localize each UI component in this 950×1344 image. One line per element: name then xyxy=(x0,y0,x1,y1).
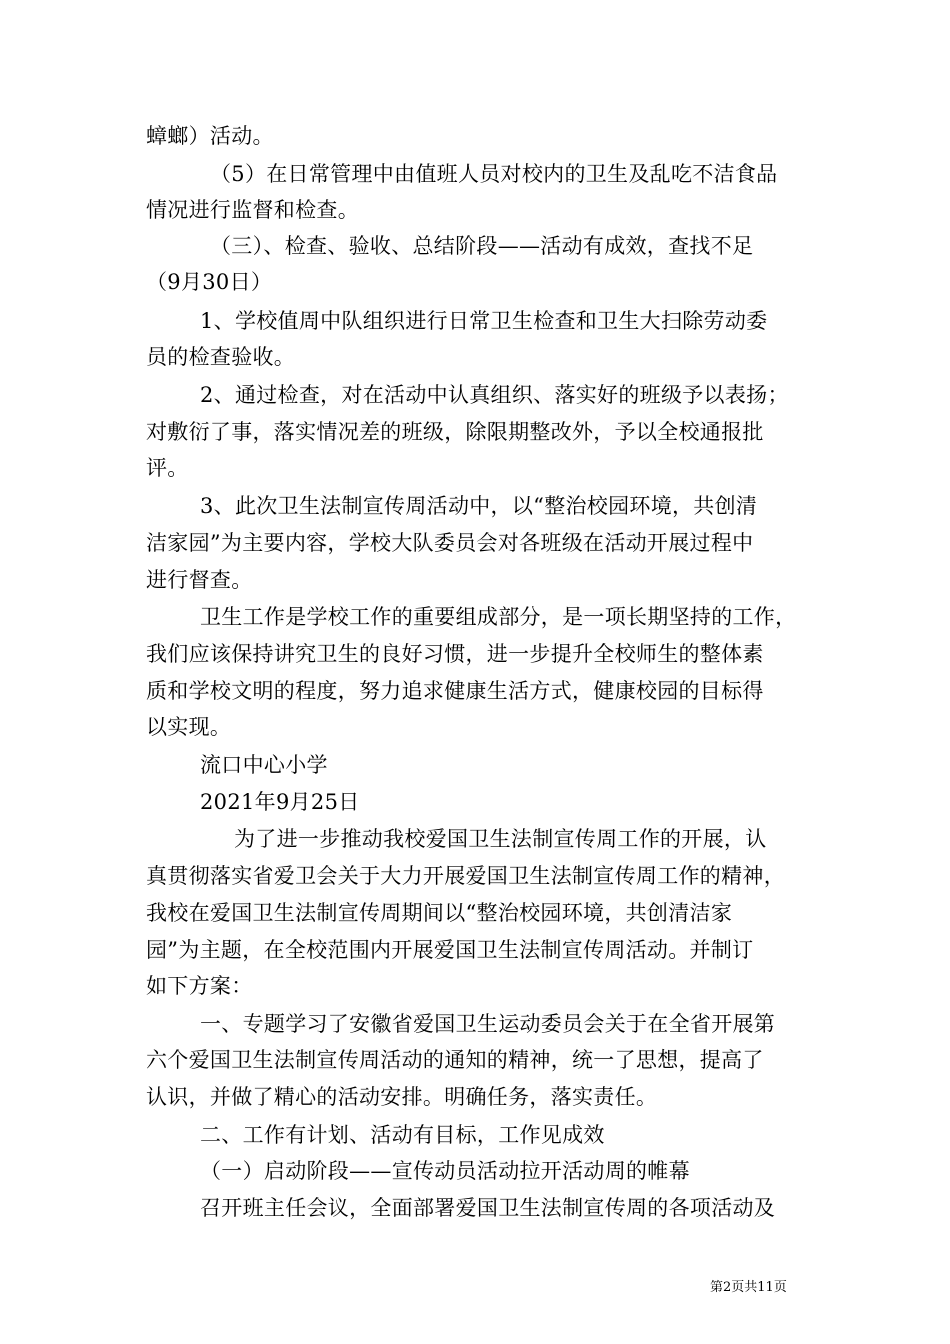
text-line: 为了进一步推动我校爱国卫生法制宣传周工作的开展，认 xyxy=(234,827,767,851)
text-line: 2、通过检查，对在活动中认真组织、落实好的班级予以表扬； xyxy=(200,383,789,407)
text-line: 蟑螂）活动。 xyxy=(146,124,274,148)
text-line: 进行督查。 xyxy=(146,568,253,592)
text-line: 园”为主题，在全校范围内开展爱国卫生法制宣传周活动。并制订 xyxy=(146,938,754,962)
text-line: 一、专题学习了安徽省爱国卫生运动委员会关于在全省开展第 xyxy=(200,1012,776,1036)
text-line: 卫生工作是学校工作的重要组成部分，是一项长期坚持的工作， xyxy=(200,605,797,629)
text-line: （三）、检查、验收、总结阶段——活动有成效，查找不足 xyxy=(210,234,754,258)
text-line: 对敷衍了事，落实情况差的班级，除限期整改外，予以全校通报批 xyxy=(146,420,764,444)
text-line: 召开班主任会议，全面部署爱国卫生法制宣传周的各项活动及 xyxy=(200,1196,776,1220)
text-line: 1、学校值周中队组织进行日常卫生检查和卫生大扫除劳动委 xyxy=(200,309,768,333)
text-line: 真贯彻落实省爱卫会关于大力开展爱国卫生法制宣传周工作的精神， xyxy=(146,864,785,888)
text-line: （9月30日） xyxy=(146,270,273,294)
signature-date: 2021年9月25日 xyxy=(200,790,360,814)
text-line: （一）启动阶段——宣传动员活动拉开活动周的帷幕 xyxy=(200,1159,690,1183)
signature-school: 流口中心小学 xyxy=(200,753,328,777)
text-line: 情况进行监督和检查。 xyxy=(146,198,359,222)
text-line: 认识，并做了精心的活动安排。明确任务，落实责任。 xyxy=(146,1085,658,1109)
text-line: 六个爱国卫生法制宣传周活动的通知的精神，统一了思想，提高了 xyxy=(146,1048,764,1072)
text-line: 洁家园”为主要内容，学校大队委员会对各班级在活动开展过程中 xyxy=(146,531,754,555)
page-number: 第2页共11页 xyxy=(710,1280,787,1295)
text-line: 我们应该保持讲究卫生的良好习惯，进一步提升全校师生的整体素 xyxy=(146,642,764,666)
text-line: 如下方案： xyxy=(146,974,253,998)
text-line: 以实现。 xyxy=(146,715,232,739)
text-line: 3、此次卫生法制宣传周活动中，以“整治校园环境，共创清 xyxy=(200,494,758,518)
text-line: 员的检查验收。 xyxy=(146,345,296,369)
text-line: （5）在日常管理中由值班人员对校内的卫生及乱吃不洁食品 xyxy=(210,162,778,186)
text-line: 二、工作有计划、活动有目标，工作见成效 xyxy=(200,1123,605,1147)
text-line: 评。 xyxy=(146,456,189,480)
text-line: 我校在爱国卫生法制宣传周期间以“整治校园环境，共创清洁家 xyxy=(146,901,733,925)
text-line: 质和学校文明的程度，努力追求健康生活方式，健康校园的目标得 xyxy=(146,679,764,703)
